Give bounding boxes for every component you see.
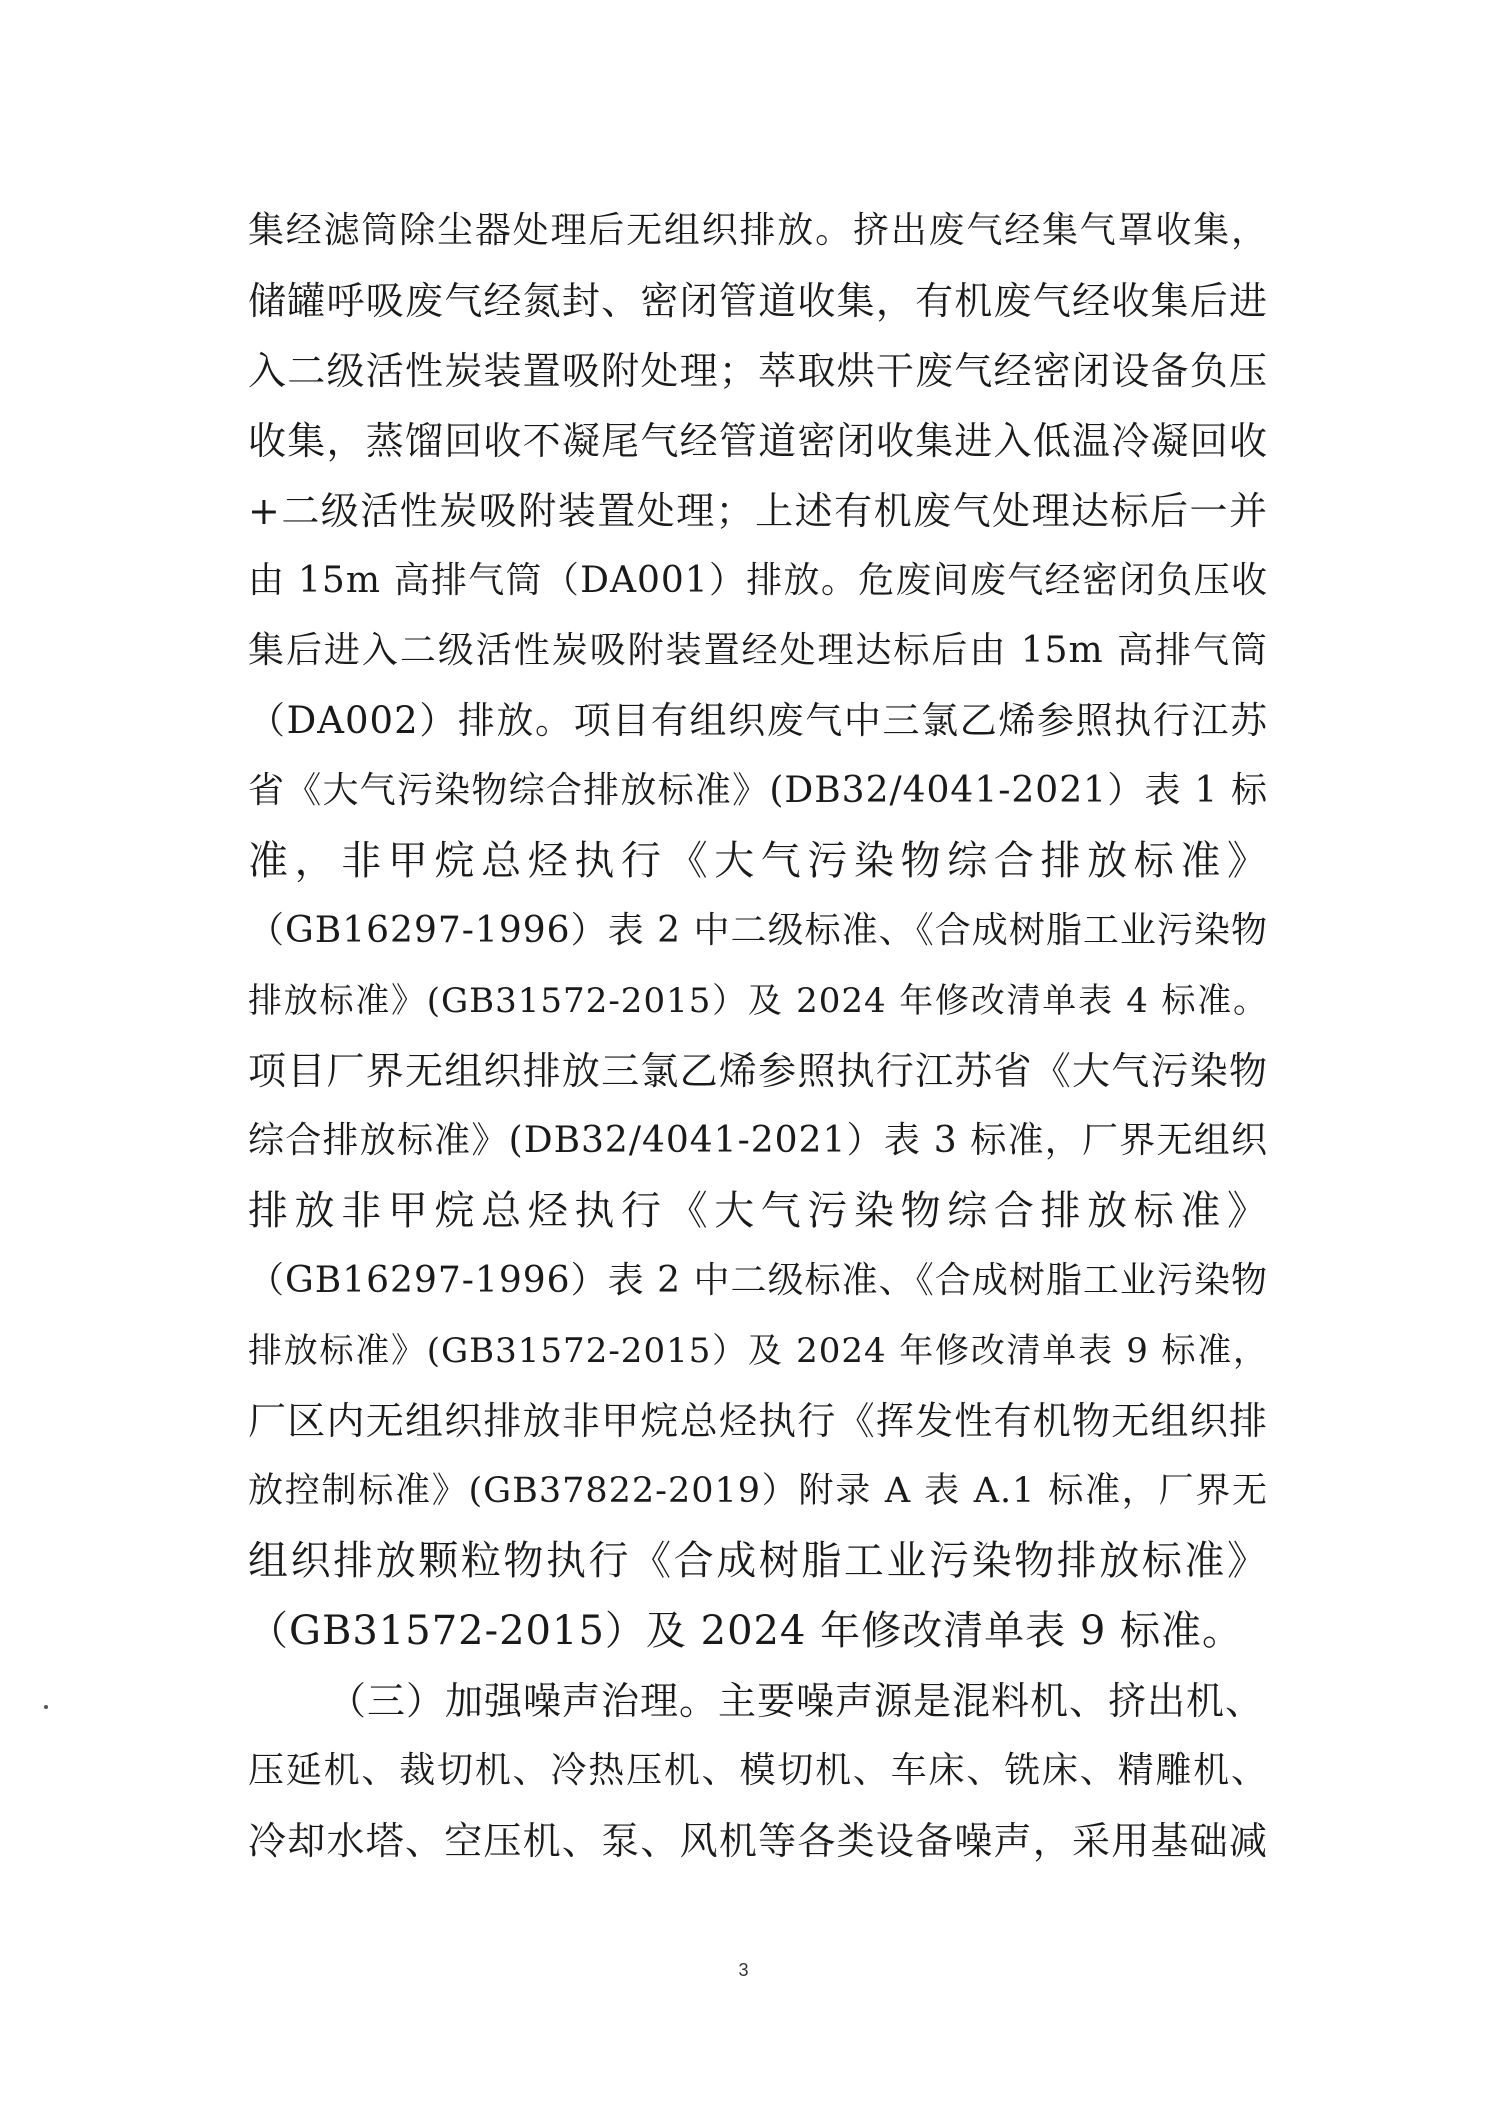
text-line: （DA002）排放。项目有组织废气中三氯乙烯参照执行江苏 [248,699,1268,742]
text-line: 综合排放标准》(DB32/4041-2021）表 3 标准，厂界无组织 [248,1120,1268,1161]
text-line: 收集，蒸馏回收不凝尾气经管道密闭收集进入低温冷凝回收 [248,419,1268,463]
text-line: 入二级活性炭装置吸附处理；萃取烘干废气经密闭设备负压 [248,349,1268,393]
text-line: +二级活性炭吸附装置处理；上述有机废气处理达标后一并 [248,489,1268,533]
text-line: 放控制标准》(GB37822-2019）附录 A 表 A.1 标准，厂界无 [248,1471,1268,1511]
text-line: 集后进入二级活性炭吸附装置经处理达标后由 15m 高排气筒 [248,630,1268,671]
text-line: （GB16297-1996）表 2 中二级标准、《合成树脂工业污染物 [248,1260,1268,1301]
text-line: 排放标准》(GB31572-2015）及 2024 年修改清单表 9 标准， [248,1331,1268,1371]
text-line: 由 15m 高排气筒（DA001）排放。危废间废气经密闭负压收 [248,560,1268,601]
scan-artifact-dot [44,1705,48,1709]
text-line: 冷却水塔、空压机、泵、风机等各类设备噪声，采用基础减 [248,1819,1268,1863]
text-line-paragraph-end: （GB31572-2015）及 2024 年修改清单表 9 标准。 [248,1608,1244,1654]
text-line: （GB16297-1996）表 2 中二级标准、《合成树脂工业污染物 [248,910,1268,951]
text-line: 压延机、裁切机、冷热压机、模切机、车床、铣床、精雕机、 [248,1750,1268,1791]
text-line: 厂区内无组织排放非甲烷总烃执行《挥发性有机物无组织排 [248,1399,1268,1443]
text-line: 准，非甲烷总烃执行《大气污染物综合排放标准》 [248,838,1268,884]
text-line: 储罐呼吸废气经氮封、密闭管道收集，有机废气经收集后进 [248,279,1268,323]
text-line: 项目厂界无组织排放三氯乙烯参照执行江苏省《大气污染物 [248,1049,1268,1093]
body-text [248,196,1268,1876]
text-line: 排放非甲烷总烃执行《大气污染物综合排放标准》 [248,1188,1268,1234]
text-line: 省《大气污染物综合排放标准》(DB32/4041-2021）表 1 标 [248,770,1268,811]
section-heading-line: （三）加强噪声治理。主要噪声源是混料机、挤出机、 [328,1679,1265,1723]
text-line: 集经滤筒除尘器处理后无组织排放。挤出废气经集气罩收集， [248,210,1268,251]
page-number: 3 [738,1960,749,1980]
text-line: 排放标准》(GB31572-2015）及 2024 年修改清单表 4 标准。 [248,981,1268,1021]
text-line: 组织排放颗粒物执行《合成树脂工业污染物排放标准》 [248,1538,1268,1584]
